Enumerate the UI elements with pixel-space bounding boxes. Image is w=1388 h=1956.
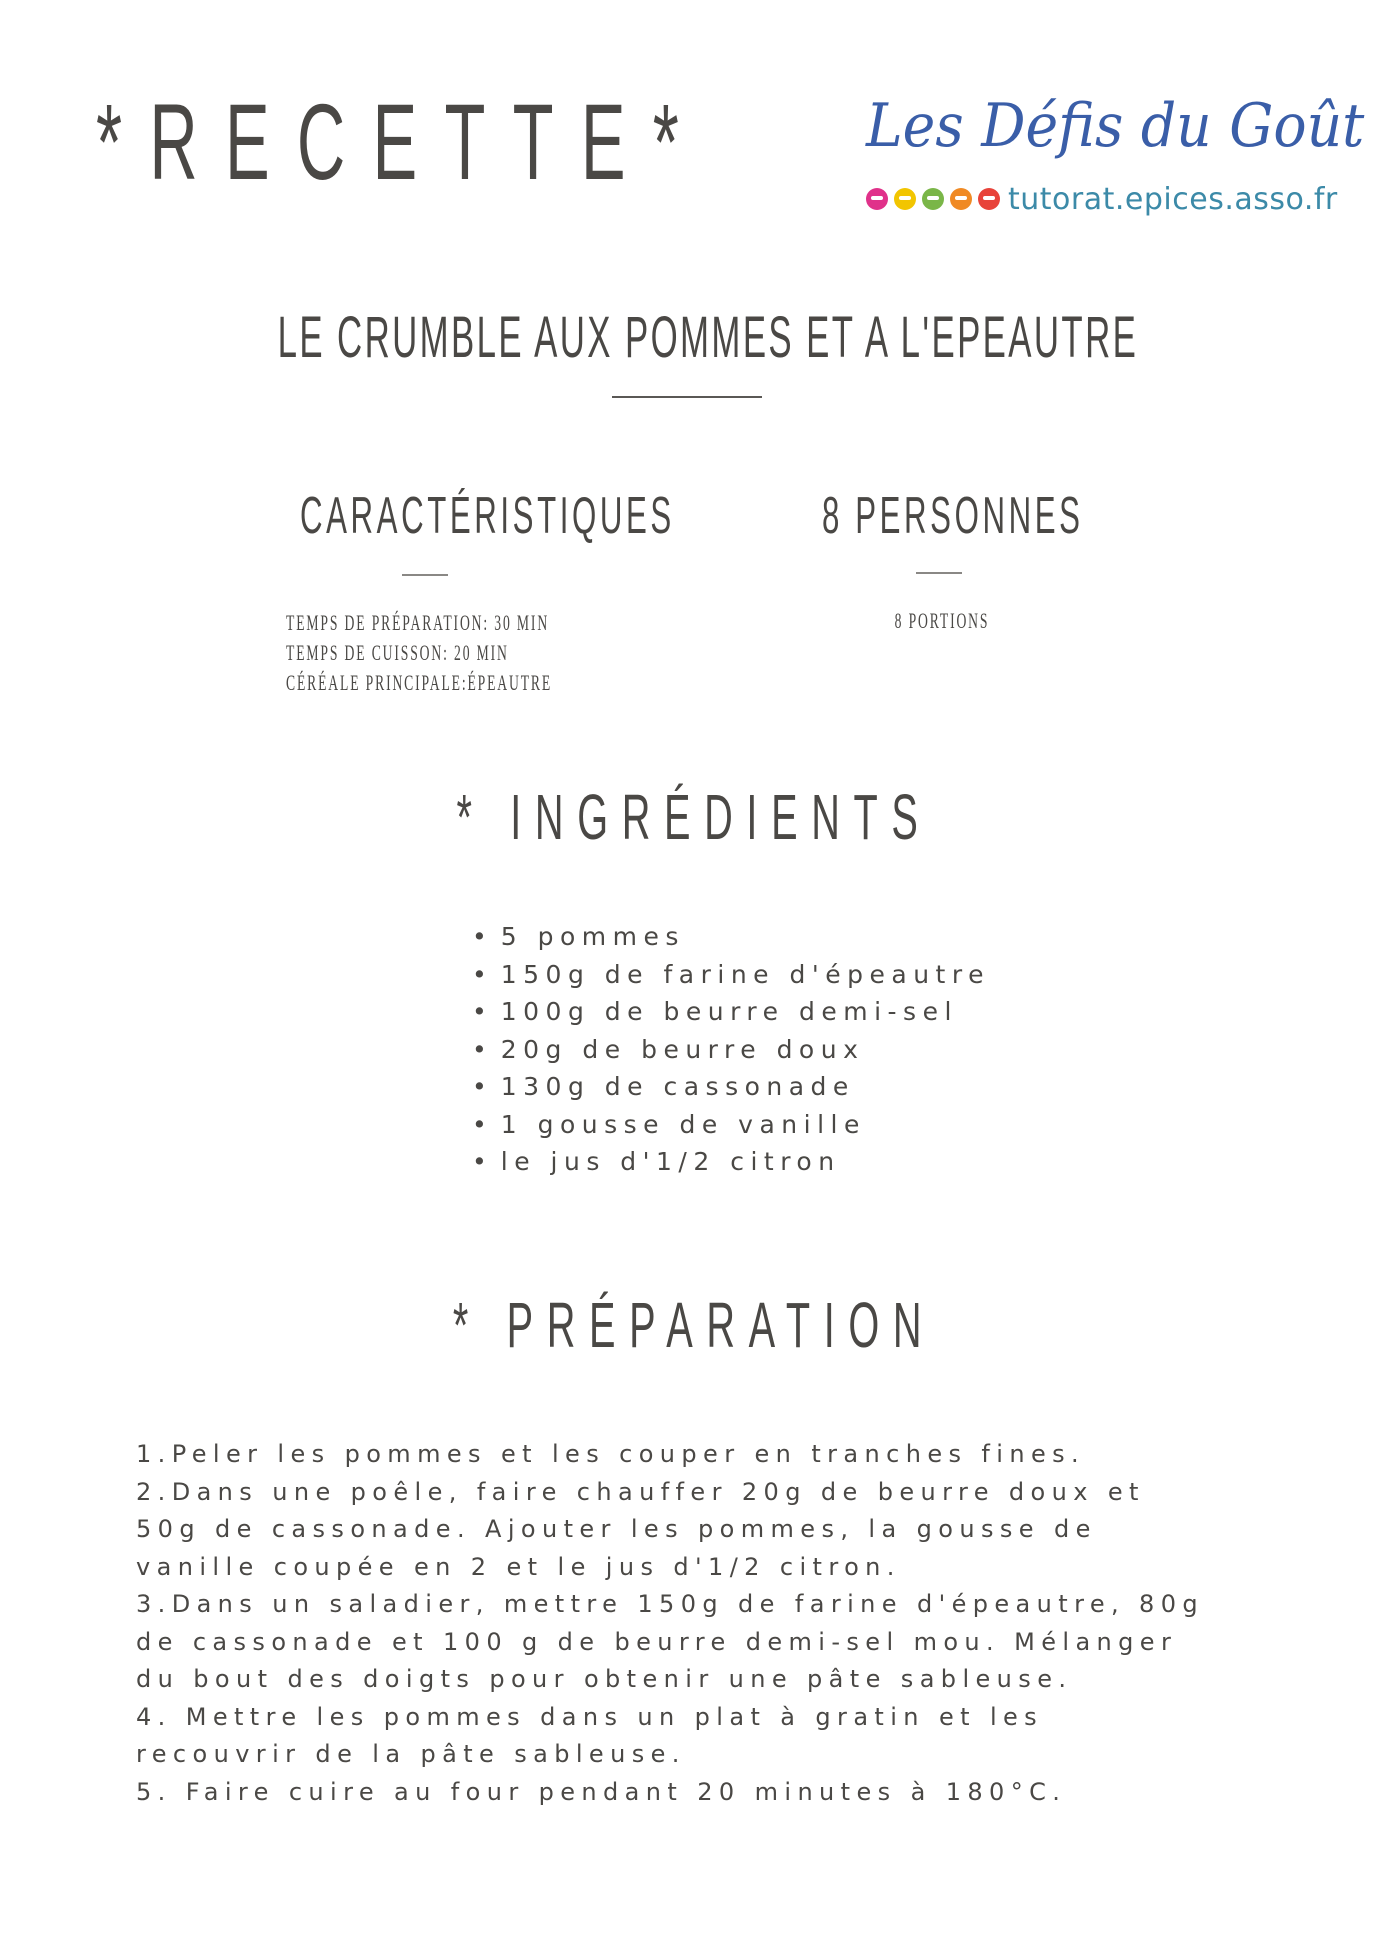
- logo-dot-icon: [866, 188, 888, 210]
- logo-dot-icon: [978, 188, 1000, 210]
- step-line: du bout des doigts pour obtenir une pâte sableuse.: [136, 1665, 1073, 1693]
- list-item: • 1 gousse de vanille: [472, 1106, 990, 1144]
- step-line: de cassonade et 100 g de beurre demi-sel mou. Mélanger: [136, 1627, 1178, 1656]
- logo-dot-icon: [922, 188, 944, 210]
- characteristics-divider: [402, 574, 448, 576]
- step-line: 3.Dans un saladier, mettre 150g de farine d'épeautre, 80g: [136, 1590, 1205, 1618]
- ingredients-list: [472, 918, 990, 1181]
- title-divider: [612, 396, 762, 398]
- list-item: • 100g de beurre demi-sel: [472, 993, 990, 1031]
- list-item: • 150g de farine d'épeautre: [472, 956, 990, 994]
- dish-title: LE CRUMBLE AUX POMMES ET A L'EPEAUTRE: [277, 305, 1139, 370]
- step-line: 5. Faire cuire au four pendant 20 minutes à 180°C.: [136, 1777, 1067, 1806]
- portions: 8 PORTIONS: [894, 608, 990, 633]
- step-line: 4. Mettre les pommes dans un plat à gratin et les: [136, 1702, 1044, 1731]
- characteristics-heading: CARACTÉRISTIQUES: [300, 487, 675, 545]
- logo: [864, 91, 1365, 226]
- servings-divider: [916, 572, 962, 574]
- ingredients-heading: * INGRÉDIENTS: [456, 781, 932, 853]
- servings-heading: 8 PERSONNES: [822, 487, 1084, 545]
- logo-dots: [866, 188, 1000, 210]
- preparation-heading: * PRÉPARATION: [452, 1289, 936, 1361]
- main-cereal: CÉRÉALE PRINCIPALE:ÉPEAUTRE: [286, 670, 553, 695]
- step-line: 50g de cassonade. Ajouter les pommes, la gousse de: [136, 1515, 1097, 1543]
- step-line: vanille coupée en 2 et le jus d'1/2 citron.: [136, 1552, 901, 1581]
- list-item: • 130g de cassonade: [472, 1068, 990, 1106]
- preparation-steps: [136, 1436, 1286, 1811]
- list-item: • le jus d'1/2 citron: [472, 1143, 990, 1181]
- list-item: • 5 pommes: [472, 918, 990, 956]
- logo-wordmark: Les Défis du Goût: [866, 91, 1365, 161]
- step-line: recouvrir de la pâte sableuse.: [136, 1740, 686, 1768]
- step-line: 1.Peler les pommes et les couper en tranches fines.: [136, 1440, 1086, 1468]
- logo-url: tutorat.epices.asso.fr: [1008, 182, 1338, 217]
- cook-time: TEMPS DE CUISSON: 20 MIN: [286, 640, 509, 665]
- list-item: • 20g de beurre doux: [472, 1031, 990, 1069]
- logo-dot-icon: [894, 188, 916, 210]
- step-line: 2.Dans une poêle, faire chauffer 20g de beurre doux et: [136, 1477, 1145, 1506]
- page-title: *RECETTE*: [96, 81, 707, 202]
- prep-time: TEMPS DE PRÉPARATION: 30 MIN: [286, 610, 550, 635]
- characteristics-list: [286, 608, 552, 698]
- logo-dot-icon: [950, 188, 972, 210]
